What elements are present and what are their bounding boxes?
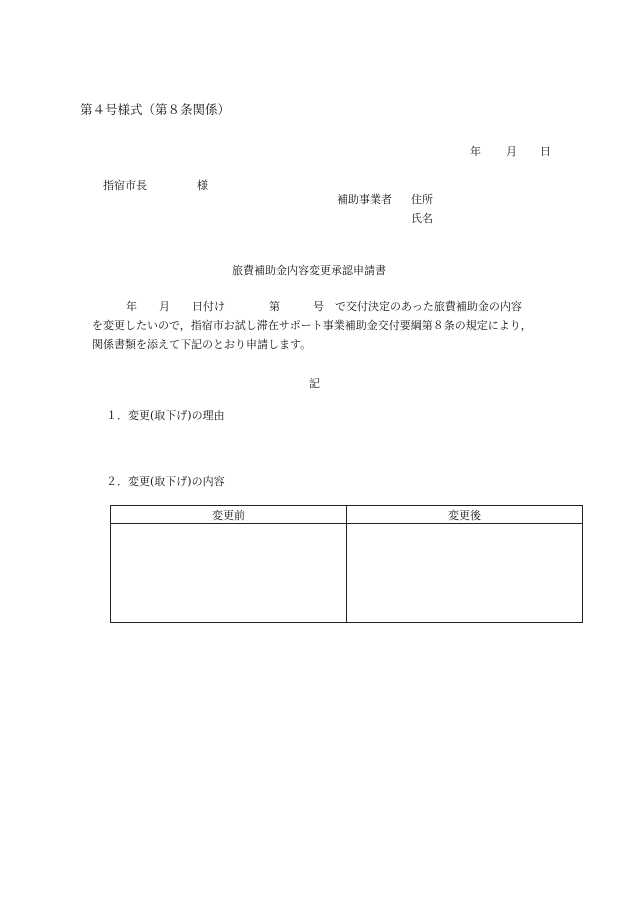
- addressee: 指宿市長: [103, 179, 147, 192]
- item-reason: １．変更(取下げ)の理由: [106, 409, 225, 422]
- date-month-label: 月: [506, 145, 517, 158]
- header-after: 変更後: [347, 506, 583, 524]
- form-number: 第４号様式（第８条関係）: [80, 102, 231, 117]
- body-line: 関係書類を添えて下記のとおり申請します。: [92, 338, 312, 351]
- date-day-label: 日: [540, 145, 551, 158]
- cell-before[interactable]: [111, 524, 347, 623]
- address-label: 住所: [411, 193, 433, 206]
- item-content: ２．変更(取下げ)の内容: [106, 475, 225, 488]
- cell-after[interactable]: [347, 524, 583, 623]
- applicant-label: 補助事業者: [337, 193, 392, 206]
- header-before: 変更前: [111, 506, 347, 524]
- body-line: を変更したいので，指宿市お試し滞在サポート事業補助金交付要綱第８条の規定により，: [92, 319, 532, 332]
- honorific: 様: [197, 179, 208, 192]
- table-row: [111, 524, 583, 623]
- body-line: 年 月 日付け 第 号 で交付決定のあった旅費補助金の内容: [126, 300, 522, 313]
- date-year-label: 年: [470, 145, 481, 158]
- document-title: 旅費補助金内容変更承認申請書: [232, 264, 386, 277]
- ki-heading: 記: [309, 377, 320, 390]
- body-paragraph: [92, 297, 532, 354]
- change-table: [110, 505, 583, 623]
- name-label: 氏名: [411, 212, 433, 225]
- table-header-row: [111, 506, 583, 524]
